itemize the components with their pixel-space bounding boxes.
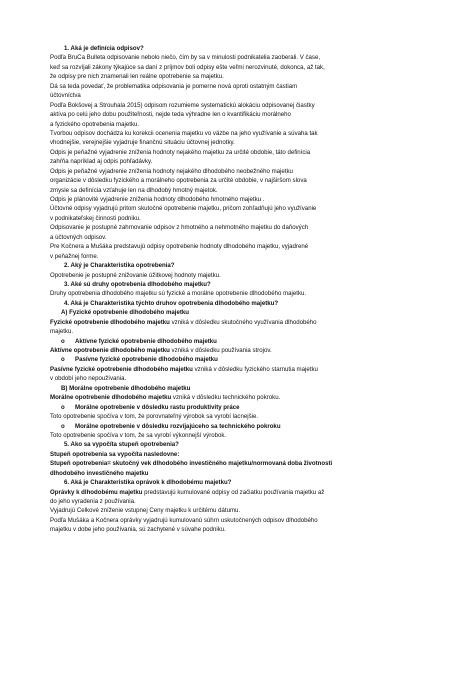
- question-heading: 6. Aká je Charakteristika oprávok k dlhodobému majetku?: [64, 479, 232, 487]
- paragraph-line: že odpisy pre nich znamenali len reálne opotrebenie sa majetku.: [50, 73, 224, 81]
- document-body: [50, 44, 428, 535]
- paragraph-line: Odpisovanie je postupné zahrnovanie odpisov z hmotného a nehmotného majetku do daňových: [50, 224, 309, 232]
- paragraph-line: účtovníctva: [50, 92, 81, 100]
- paragraph-text: predstavujú kumulované odpisy od začiatku používania majetku až: [142, 488, 325, 496]
- paragraph-line: [50, 488, 428, 497]
- paragraph-line: Podľa Mušáka a Kočnera oprávky vyjadrujú kumulovanú súhrn uskutočnených odpisov dlhodobého: [50, 516, 318, 524]
- paragraph-line: v podnikateľskej činnosti podniku.: [50, 214, 141, 222]
- paragraph-text: vzniká v dôsledku technického pokroku.: [171, 394, 281, 402]
- bold-term: Pasívne fyzické opotrebenie dlhodobého majetku: [50, 365, 193, 373]
- formula-line: dlhodobého investičného majetku: [50, 469, 149, 477]
- bold-term: Fyzické opotrebenie dlhodobého majetku: [50, 318, 170, 326]
- paragraph-line: majetku v dobe jeho používania, sú zachytené v súvahe podniku.: [50, 526, 226, 534]
- paragraph-line: Vyjadrujú Celkové zníženie vstupnej Ceny majetku k určitému dátumu.: [50, 507, 241, 515]
- paragraph-line: [50, 393, 428, 402]
- bullet-item: [50, 422, 428, 431]
- paragraph-line: Odpis je plánovité vyjadrenie zníženia hodnoty dlhodobého hmotného majetku .: [50, 196, 265, 203]
- paragraph-line: Odpis je peňažné vyjadrenie zníženia hodnoty nejakého dlhodobého neobežného majetku: [50, 167, 293, 175]
- question-heading: 1. Aká je definícia odpisov?: [64, 45, 144, 52]
- bullet-item: [50, 337, 428, 346]
- section-subheading: B) Morálne opotrebenie dlhodobého majetku: [61, 384, 191, 392]
- paragraph-line: a fyzického opotrebenia majetku.: [50, 120, 140, 128]
- paragraph-line: v období jeho nepoužívania.: [50, 375, 127, 383]
- bullet-text: Morálne opotrebenie v dôsledku rozvíjajúceho sa technického pokroku: [75, 422, 281, 430]
- paragraph-line: zahŕňa napríklad aj odpis pohľadávky.: [50, 158, 153, 166]
- paragraph-line: organizácie v dôsledku fyzického a morálneho opotrebenia za určité obdobie, v najširšom slova: [50, 177, 307, 185]
- paragraph-line: Dá sa teda povedať, že problematika odpisovania je pomerne nová oproti ostatným častiam: [50, 82, 298, 90]
- bullet-item: [50, 403, 428, 412]
- paragraph-line: v peňažnej forme.: [50, 252, 99, 260]
- paragraph-line: Druhy opotrebenia dlhodobého majetku sú fyzické a morálne opotrebenie dlhodobého majetku.: [50, 290, 307, 298]
- bullet-marker-icon: o: [61, 422, 65, 430]
- bullet-text: Morálne opotrebenie v dôsledku rastu produktivity práce: [75, 403, 240, 411]
- paragraph-line: [50, 346, 428, 355]
- question-heading: 3. Aké sú druhy opotrebenia dlhodobého majetku?: [64, 280, 211, 288]
- paragraph-line: Odpis je peňažné vyjadrenie zníženia hodnoty nejakého majetku za určité obdobie, táto definícia: [50, 148, 311, 156]
- paragraph-line: Opotrebenie je postupné znižovanie úžitkovej hodnoty majetku.: [50, 271, 221, 279]
- paragraph-line: Toto opotrebenie spočíva v tom, že porovnateľný výrobok sa vyrobí lacnejšie.: [50, 413, 259, 421]
- bold-term: Aktívne opotrebenie dlhodobého majetku: [50, 347, 170, 354]
- bold-term: Morálne opotrebenie dlhodobého majetku: [50, 394, 172, 402]
- bullet-item: [50, 355, 428, 364]
- paragraph-line: [50, 318, 428, 327]
- bullet-text: Aktívne fyzické opotrebenie dlhodobého majetku: [75, 337, 217, 345]
- bold-term: Oprávky k dlhodobému majetku: [50, 488, 143, 496]
- bullet-text: Pasívne fyzické opotrebenie dlhodobého majetku: [75, 356, 218, 364]
- paragraph-text: vzniká v dôsledku skutočného využívania dlhodobého: [169, 318, 317, 326]
- formula-line: Stupeň opotrebenia= skutočný vek dlhodobého investičného majetku/normovaná doba životnosti: [50, 460, 333, 468]
- section-subheading: A) Fyzické opotrebenie dlhodobého majetku: [61, 309, 189, 317]
- paragraph-line: vhodnejšie, verejnejšie vyjadruje finančnú situáciu účtovnej jednotky.: [50, 139, 235, 147]
- paragraph-line: zmysle sa definícia vzťahuje len na dlhodobý hmotný majetok.: [50, 186, 218, 194]
- paragraph-line: Účtovné odpisy vyjadrujú pritom skutočné opotrebenie majetku, pričom zohľadňujú jeho využívanie: [50, 205, 317, 213]
- paragraph-line: Tvorbou odpisov dochádza ku korekcii ocenenia majetku vo väzbe na jeho využívanie a súvaha tak: [50, 129, 318, 137]
- paragraph-text: vzniká v dôsledku fyzického starnutia majetku: [192, 365, 318, 373]
- paragraph-line: Toto opotrebenie spočíva v tom, že sa vyrobí výkonnejší výrobok.: [50, 431, 227, 439]
- paragraph-line: do jeho vyradenia z používania.: [50, 498, 136, 505]
- question-heading: 5. Ako sa vypočíta stupeň opotrebenia?: [64, 441, 179, 449]
- paragraph-line: a účtovných odpisov.: [50, 233, 107, 241]
- paragraph-line: Pre Kočnera a Mušáka predstavujú odpisy opotrebenie hodnoty dlhodobého majetku, vyjadrené: [50, 243, 309, 251]
- paragraph-line: majetku.: [50, 328, 74, 336]
- question-heading: 4. Aká je Charakteristika týchto druhov opotrebenia dlhodobého majetku?: [64, 299, 279, 307]
- paragraph-line: keď sa rozvíjali zákony týkajúce sa daní z príjmov boli odpisy ešte veľmi nerozvinuté, dokonca, až tak,: [50, 63, 325, 71]
- bullet-marker-icon: o: [61, 403, 65, 411]
- paragraph-line: Podľa BruCa Bulleta odpisovanie nebolo niečo, čím by sa v minulosti podnikatelia zaoberali. V čase,: [50, 54, 321, 62]
- paragraph-line: Podľa Bokšovej a Strouhala 2015) odpisom rozumieme systematickú alokáciu odpisovanej čiastky: [50, 101, 315, 109]
- paragraph-line: aktíva po celú jeho dobu použiteľnosti, nejde teda výhradne len o kvantifikáciu morálneho: [50, 111, 291, 119]
- bullet-marker-icon: o: [61, 356, 65, 364]
- paragraph-line: [50, 365, 428, 374]
- bullet-marker-icon: o: [61, 337, 65, 345]
- question-heading: 2. Aký je Charakteristika opotrebenia?: [64, 262, 175, 270]
- paragraph-text: vzniká v dôsledku používania strojov.: [169, 347, 272, 354]
- formula-line: Stupeň opotrebenia sa vypočíta nasledovne:: [50, 450, 180, 458]
